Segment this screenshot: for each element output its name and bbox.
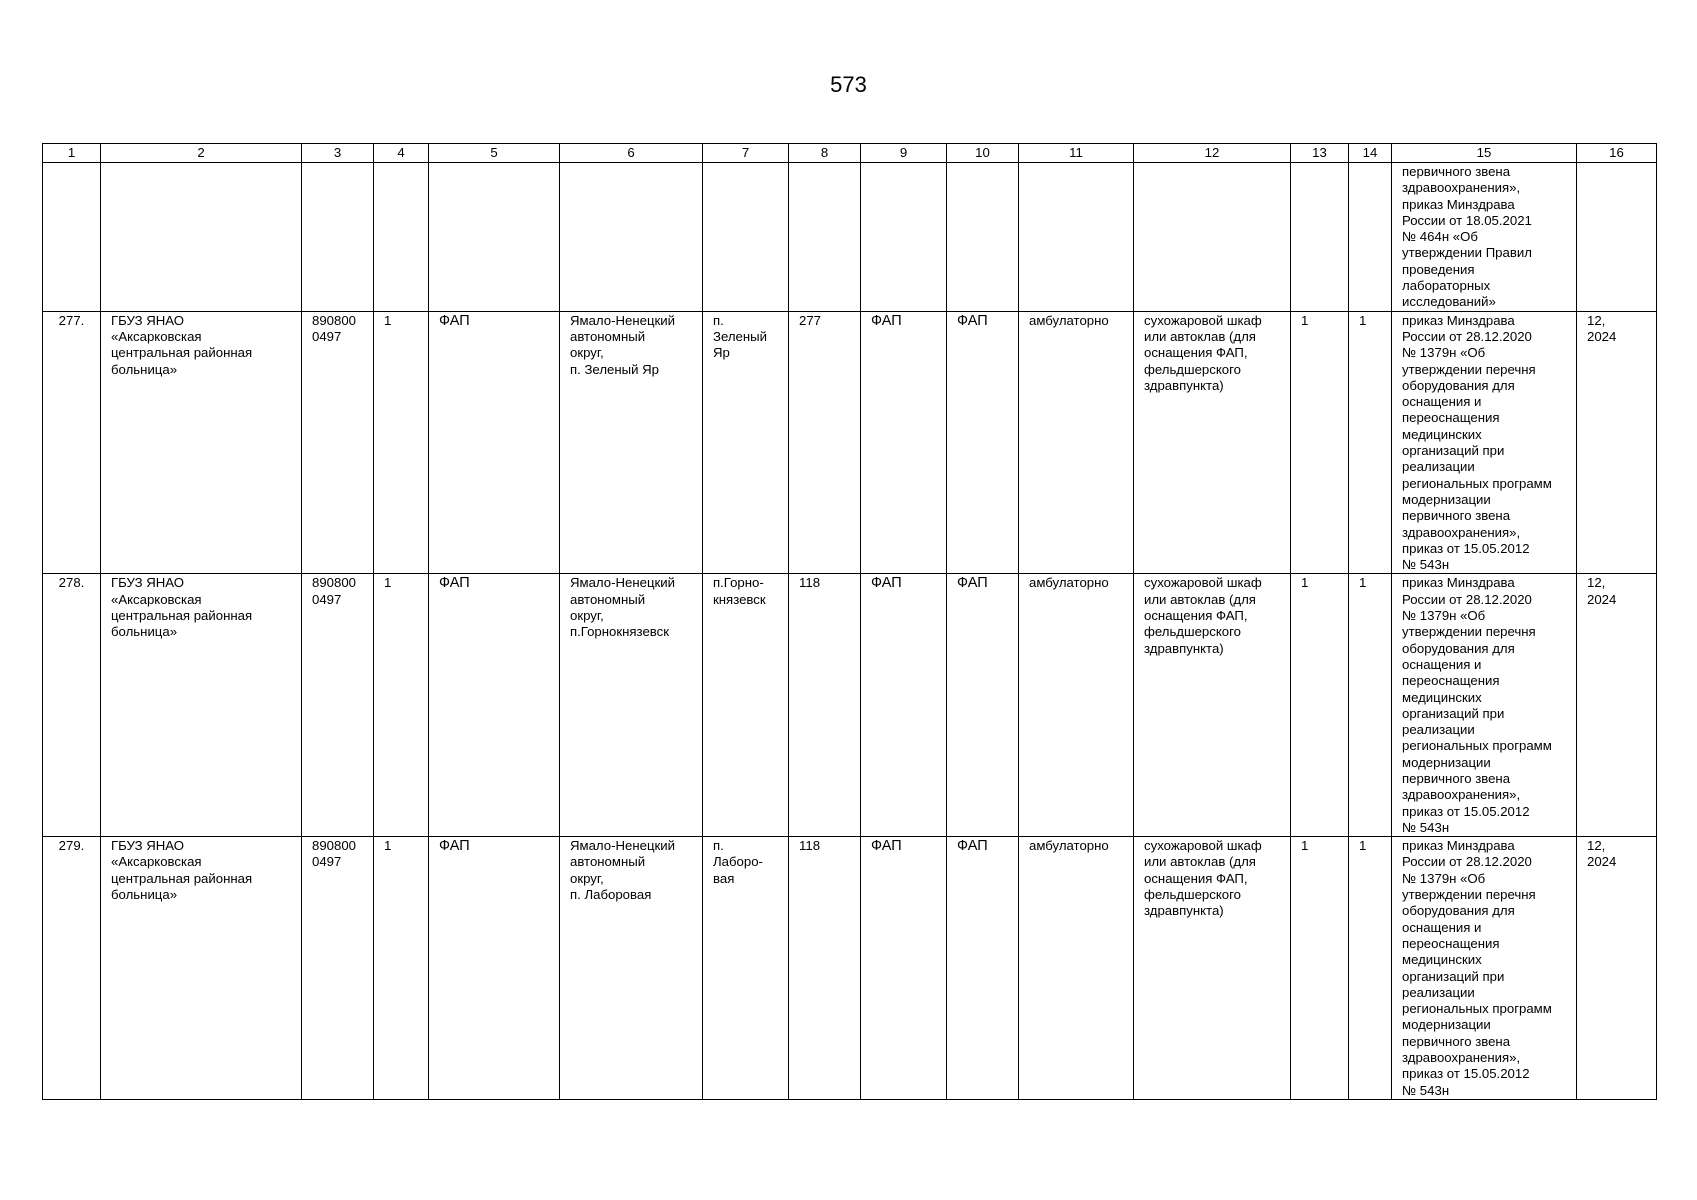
col-header: 9	[861, 144, 947, 163]
settlement-cell: п. Лаборо- вая	[703, 837, 789, 1100]
table-row	[43, 574, 1657, 837]
settlement-cell: п. Зеленый Яр	[703, 311, 789, 574]
table-cell	[429, 163, 560, 312]
deadline-cell: 12, 2024	[1577, 837, 1657, 1100]
address-cell: Ямало-Ненецкий автономный округ, п.Горнокнязевск	[560, 574, 703, 837]
count-cell: 1	[374, 311, 429, 574]
continuation-row	[43, 163, 1657, 312]
col-header: 14	[1349, 144, 1392, 163]
organization-cell: ГБУЗ ЯНАО «Аксарковская центральная районная больница»	[101, 311, 302, 574]
equipment-cell: сухожаровой шкаф или автоклав (для оснащения ФАП, фельдшерского здравпункта)	[1134, 837, 1291, 1100]
quantity-cell: 1	[1291, 311, 1349, 574]
table-cell	[1349, 163, 1392, 312]
row-number: 279.	[43, 837, 101, 1100]
col-header: 1	[43, 144, 101, 163]
col-header: 5	[429, 144, 560, 163]
population-cell: 118	[789, 837, 861, 1100]
address-cell: Ямало-Ненецкий автономный округ, п. Лаборовая	[560, 837, 703, 1100]
count-cell: 1	[374, 837, 429, 1100]
col-header: 2	[101, 144, 302, 163]
col-header: 7	[703, 144, 789, 163]
equipment-cell: сухожаровой шкаф или автоклав (для оснащения ФАП, фельдшерского здравпункта)	[1134, 311, 1291, 574]
regulation-cell: первичного звена здравоохранения», приказ Минздрава России от 18.05.2021 № 464н «Об утверждении Правил проведения лабораторных исследований»	[1392, 163, 1577, 312]
unit-type-cell: ФАП	[429, 837, 560, 1100]
unit-type-cell: ФАП	[861, 837, 947, 1100]
table-cell	[947, 163, 1019, 312]
deadline-cell: 12, 2024	[1577, 311, 1657, 574]
table-cell	[374, 163, 429, 312]
col-header: 13	[1291, 144, 1349, 163]
unit-type-cell: ФАП	[861, 311, 947, 574]
column-number-header	[43, 144, 1657, 163]
table-cell	[1291, 163, 1349, 312]
table-cell	[43, 163, 101, 312]
equipment-cell: сухожаровой шкаф или автоклав (для оснащения ФАП, фельдшерского здравпункта)	[1134, 574, 1291, 837]
organization-cell: ГБУЗ ЯНАО «Аксарковская центральная районная больница»	[101, 574, 302, 837]
equipment-table	[42, 143, 1657, 1100]
unit-type-cell: ФАП	[947, 574, 1019, 837]
col-header: 12	[1134, 144, 1291, 163]
col-header: 3	[302, 144, 374, 163]
care-form-cell: амбулаторно	[1019, 311, 1134, 574]
quantity-cell: 1	[1349, 837, 1392, 1100]
col-header: 4	[374, 144, 429, 163]
unit-type-cell: ФАП	[947, 837, 1019, 1100]
col-header: 16	[1577, 144, 1657, 163]
col-header: 10	[947, 144, 1019, 163]
unit-type-cell: ФАП	[947, 311, 1019, 574]
unit-type-cell: ФАП	[429, 574, 560, 837]
regulation-cell: приказ Минздрава России от 28.12.2020 № 1379н «Об утверждении перечня оборудования для оснащения и переоснащения медицинских организаций при реализации региональных программ модернизации первичного звена здравоохранения», приказ от 15.05.2012 № 543н	[1392, 574, 1577, 837]
table-cell	[560, 163, 703, 312]
table-cell	[1577, 163, 1657, 312]
care-form-cell: амбулаторно	[1019, 837, 1134, 1100]
table-cell	[1019, 163, 1134, 312]
settlement-cell: п.Горно- князевск	[703, 574, 789, 837]
row-number: 278.	[43, 574, 101, 837]
address-cell: Ямало-Ненецкий автономный округ, п. Зеленый Яр	[560, 311, 703, 574]
inn-cell: 890800 0497	[302, 574, 374, 837]
table-row	[43, 837, 1657, 1100]
inn-cell: 890800 0497	[302, 311, 374, 574]
quantity-cell: 1	[1291, 837, 1349, 1100]
col-header: 8	[789, 144, 861, 163]
unit-type-cell: ФАП	[429, 311, 560, 574]
count-cell: 1	[374, 574, 429, 837]
inn-cell: 890800 0497	[302, 837, 374, 1100]
regulation-cell: приказ Минздрава России от 28.12.2020 № 1379н «Об утверждении перечня оборудования для оснащения и переоснащения медицинских организаций при реализации региональных программ модернизации первичного звена здравоохранения», приказ от 15.05.2012 № 543н	[1392, 837, 1577, 1100]
table-cell	[101, 163, 302, 312]
quantity-cell: 1	[1349, 311, 1392, 574]
table-cell	[789, 163, 861, 312]
care-form-cell: амбулаторно	[1019, 574, 1134, 837]
deadline-cell: 12, 2024	[1577, 574, 1657, 837]
population-cell: 118	[789, 574, 861, 837]
regulation-cell: приказ Минздрава России от 28.12.2020 № 1379н «Об утверждении перечня оборудования для оснащения и переоснащения медицинских организаций при реализации региональных программ модернизации первичного звена здравоохранения», приказ от 15.05.2012 № 543н	[1392, 311, 1577, 574]
col-header: 6	[560, 144, 703, 163]
row-number: 277.	[43, 311, 101, 574]
table-cell	[703, 163, 789, 312]
quantity-cell: 1	[1349, 574, 1392, 837]
col-header: 11	[1019, 144, 1134, 163]
unit-type-cell: ФАП	[861, 574, 947, 837]
table-cell	[861, 163, 947, 312]
organization-cell: ГБУЗ ЯНАО «Аксарковская центральная районная больница»	[101, 837, 302, 1100]
table-cell	[1134, 163, 1291, 312]
col-header: 15	[1392, 144, 1577, 163]
population-cell: 277	[789, 311, 861, 574]
table-cell	[302, 163, 374, 312]
page-number: 573	[830, 72, 867, 97]
table-row	[43, 311, 1657, 574]
quantity-cell: 1	[1291, 574, 1349, 837]
